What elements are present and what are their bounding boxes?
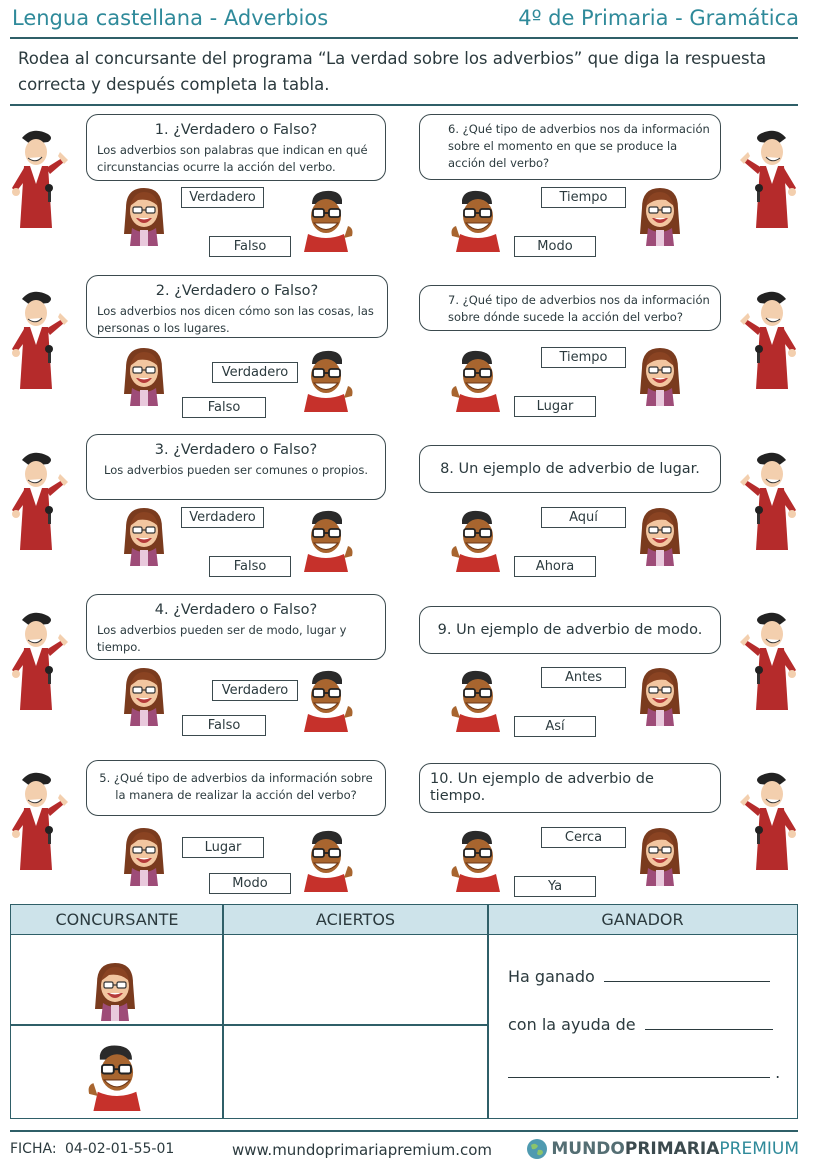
- question-bubble-10: [419, 763, 721, 813]
- question-bubble-3: [86, 434, 386, 500]
- question-title: 4. ¿Verdadero o Falso?: [154, 602, 318, 618]
- question-bubble-7: [419, 285, 721, 331]
- answer-box-boy[interactable]: Modo: [209, 873, 291, 894]
- winner-line-1: [508, 967, 770, 986]
- helper-label: con la ayuda de: [508, 1015, 636, 1034]
- answer-box-girl[interactable]: Lugar: [182, 837, 264, 858]
- winner-line-3: [508, 1063, 780, 1082]
- logo-primaria: PRIMARIA: [624, 1139, 720, 1159]
- question-text: 7. ¿Qué tipo de adverbios nos da información sobre dónde sucede la acción del verbo?: [448, 293, 710, 324]
- contestant-boy[interactable]: [298, 510, 354, 572]
- question-bubble-4: [86, 594, 386, 660]
- question-bubble-5: [86, 760, 386, 816]
- logo-mundo: MUNDO: [551, 1139, 625, 1159]
- answer-box-girl[interactable]: Falso: [182, 397, 266, 418]
- winner-end: .: [775, 1063, 781, 1082]
- contestant-girl[interactable]: [120, 346, 168, 406]
- helper-blank-2[interactable]: [508, 1063, 770, 1078]
- contestant-boy[interactable]: [298, 350, 354, 412]
- contestant-girl[interactable]: [636, 666, 684, 726]
- answer-box-girl[interactable]: Cerca: [541, 827, 626, 848]
- host-illustration: [8, 436, 70, 554]
- host-illustration: [8, 596, 70, 714]
- host-illustration: [8, 275, 70, 393]
- answer-box-boy[interactable]: Lugar: [514, 396, 596, 417]
- host-illustration: [8, 756, 70, 874]
- contestant-boy[interactable]: [298, 190, 354, 252]
- answer-box-boy[interactable]: Ya: [514, 876, 596, 897]
- answer-box-girl[interactable]: Tiempo: [541, 187, 626, 208]
- contestant-girl[interactable]: [120, 506, 168, 566]
- winner-line-2: [508, 1015, 773, 1034]
- question-text: Los adverbios pueden ser de modo, lugar y tiempo.: [97, 623, 347, 654]
- ficha-code: [10, 1141, 174, 1157]
- globe-icon: [526, 1138, 548, 1160]
- table-header-contestant: CONCURSANTE: [11, 905, 223, 935]
- instructions-divider: [10, 104, 798, 106]
- table-contestant-boy: [87, 1035, 147, 1111]
- host-illustration: [8, 114, 70, 232]
- answer-box-girl[interactable]: Verdadero: [181, 507, 264, 528]
- question-text: 5. ¿Qué tipo de adverbios da información sobre la manera de realizar la acción del verbo?: [99, 771, 373, 802]
- question-text: Los adverbios nos dicen cómo son las cosas, las personas o los lugares.: [97, 304, 374, 335]
- answer-box-boy[interactable]: Falso: [209, 236, 291, 257]
- contestant-girl[interactable]: [636, 186, 684, 246]
- answer-box-girl[interactable]: Falso: [182, 715, 266, 736]
- contestant-girl[interactable]: [636, 826, 684, 886]
- answer-box-boy[interactable]: Verdadero: [212, 362, 298, 383]
- results-table: [10, 904, 798, 1119]
- answer-box-girl[interactable]: Antes: [541, 667, 626, 688]
- score-cell-boy[interactable]: [225, 1027, 485, 1115]
- footer-divider: [10, 1130, 798, 1132]
- score-cell-girl[interactable]: [225, 937, 485, 1023]
- contestant-boy[interactable]: [298, 670, 354, 732]
- question-text: 6. ¿Qué tipo de adverbios nos da información sobre el momento en que se produce la acción del verbo?: [448, 122, 710, 170]
- contestant-boy[interactable]: [450, 510, 506, 572]
- contestant-girl[interactable]: [636, 346, 684, 406]
- contestant-girl[interactable]: [120, 826, 168, 886]
- header-divider: [10, 37, 798, 39]
- instructions: Rodea al concursante del programa “La verdad sobre los adverbios” que diga la respuesta correcta y después completa la tabla.: [18, 49, 767, 94]
- question-text: Los adverbios pueden ser comunes o propios.: [104, 463, 368, 477]
- answer-box-girl[interactable]: Tiempo: [541, 347, 626, 368]
- contestant-boy[interactable]: [450, 830, 506, 892]
- table-header-score: ACIERTOS: [223, 905, 488, 935]
- brand-logo: [526, 1138, 799, 1160]
- question-bubble-2: [86, 275, 388, 338]
- question-bubble-8: [419, 445, 721, 493]
- header-grade: 4º de Primaria - Gramática: [518, 6, 799, 30]
- answer-box-boy[interactable]: Modo: [514, 236, 596, 257]
- header-subject: Lengua castellana - Adverbios: [12, 6, 329, 30]
- table-divider: [487, 905, 489, 1118]
- answer-box-boy[interactable]: Falso: [209, 556, 291, 577]
- contestant-girl[interactable]: [636, 506, 684, 566]
- winner-blank[interactable]: [604, 967, 770, 982]
- host-illustration: [738, 756, 800, 874]
- contestant-girl[interactable]: [120, 666, 168, 726]
- helper-blank[interactable]: [645, 1015, 773, 1030]
- answer-box-boy[interactable]: Verdadero: [212, 680, 298, 701]
- answer-box-boy[interactable]: Ahora: [514, 556, 596, 577]
- logo-premium: PREMIUM: [719, 1139, 799, 1159]
- table-divider: [222, 905, 224, 1118]
- winner-label: Ha ganado: [508, 967, 595, 986]
- contestant-boy[interactable]: [450, 190, 506, 252]
- answer-box-boy[interactable]: Así: [514, 716, 596, 737]
- question-bubble-1: [86, 114, 386, 181]
- question-title: 3. ¿Verdadero o Falso?: [154, 442, 318, 458]
- question-title: 2. ¿Verdadero o Falso?: [155, 283, 319, 299]
- contestant-boy[interactable]: [450, 670, 506, 732]
- table-header-winner: GANADOR: [488, 905, 797, 935]
- answer-box-girl[interactable]: Aquí: [541, 507, 626, 528]
- ficha-label: FICHA:: [10, 1141, 57, 1157]
- table-row-divider: [11, 1024, 488, 1026]
- ficha-number: 04-02-01-55-01: [65, 1141, 175, 1157]
- contestant-boy[interactable]: [298, 830, 354, 892]
- question-text: 9. Un ejemplo de adverbio de modo.: [437, 621, 703, 638]
- question-text: 10. Un ejemplo de adverbio de tiempo.: [430, 771, 654, 804]
- question-text: 8. Un ejemplo de adverbio de lugar.: [440, 460, 700, 477]
- host-illustration: [738, 596, 800, 714]
- table-contestant-girl: [91, 939, 139, 1021]
- website-link[interactable]: www.mundoprimariapremium.com: [232, 1141, 492, 1159]
- host-illustration: [738, 114, 800, 232]
- host-illustration: [738, 436, 800, 554]
- question-title: 1. ¿Verdadero o Falso?: [154, 122, 318, 138]
- question-bubble-6: [419, 114, 721, 180]
- answer-box-girl[interactable]: Verdadero: [181, 187, 264, 208]
- contestant-boy[interactable]: [450, 350, 506, 412]
- question-text: Los adverbios son palabras que indican en qué circunstancias ocurre la acción del verbo.: [97, 143, 368, 174]
- contestant-girl[interactable]: [120, 186, 168, 246]
- question-bubble-9: [419, 606, 721, 654]
- host-illustration: [738, 275, 800, 393]
